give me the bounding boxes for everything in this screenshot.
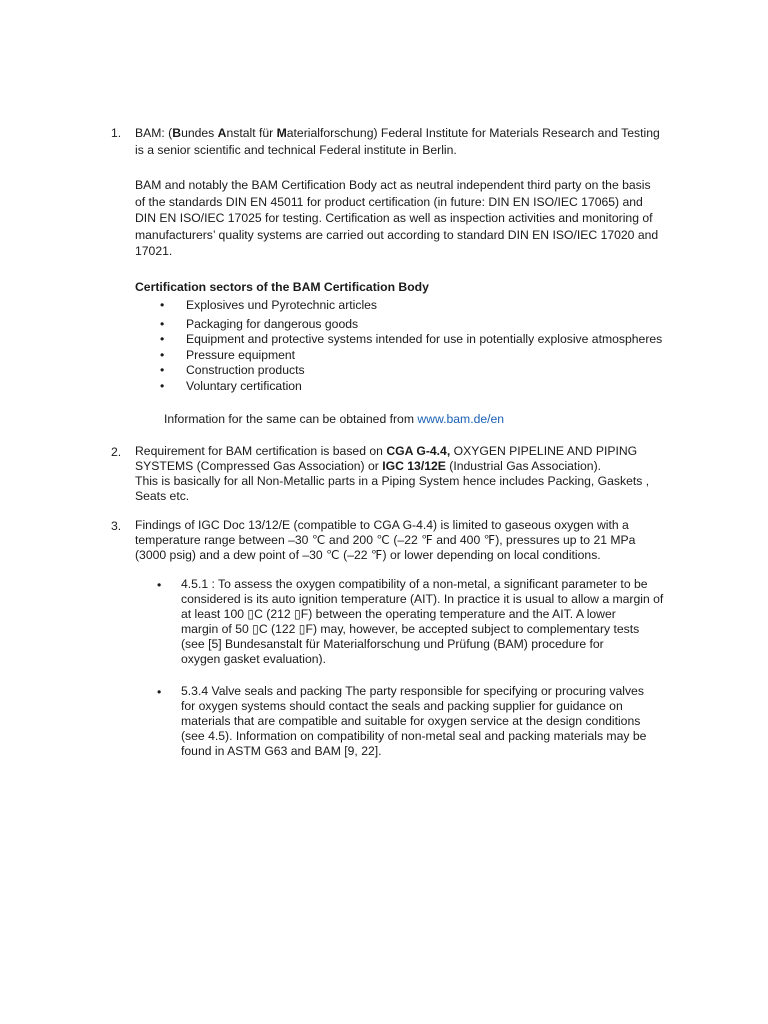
paragraph-line: of the standards DIN EN 45011 for product certification (in future: DIN EN ISO/IEC 17065) and <box>135 194 643 209</box>
item-3-line: (3000 psig) and a dew point of –30 ℃ (–22 ℉) or lower depending on local conditions. <box>135 548 601 562</box>
intro-line-1: BAM: (Bundes Anstalt für Materialforschung) Federal Institute for Materials Research and Testing <box>135 126 660 140</box>
item-2-line-2: SYSTEMS (Compressed Gas Association) or IGC 13/12E (Industrial Gas Association). <box>135 459 602 473</box>
subitem-line: for oxygen systems should contact the seals and packing supplier for guidance on <box>181 699 623 713</box>
item-2-text <box>135 444 680 504</box>
bullet-icon: • <box>157 685 162 699</box>
info-line <box>164 411 504 428</box>
subitem-line: 4.5.1 : To assess the oxygen compatibility of a non-metal, a significant parameter to be <box>181 577 648 591</box>
item-3-line: Findings of IGC Doc 13/12/E (compatible to CGA G-4.4) is limited to gaseous oxygen with a <box>135 518 629 532</box>
bullet-icon: • <box>160 298 165 312</box>
subitem-line: at least 100 ▯C (212 ▯F) between the operating temperature and the AIT. A lower <box>181 607 616 621</box>
subitem-line: 5.3.4 Valve seals and packing The party responsible for specifying or procuring valves <box>181 684 644 698</box>
subitem-line: (see [5] Bundesanstalt für Materialforschung und Prüfung (BAM) procedure for <box>181 637 604 651</box>
item-2-line-3: This is basically for all Non-Metallic parts in a Piping System hence includes Packing, Gaskets , <box>135 474 650 488</box>
item-3-number: 3. <box>111 519 122 533</box>
bullet-icon: • <box>157 578 162 592</box>
subitem-line: materials that are compatible and suitable for oxygen service at the design conditions <box>181 714 641 728</box>
subitem-4-5-1 <box>181 577 681 667</box>
paragraph-line: manufacturers’ quality systems are carried out according to standard DIN EN ISO/IEC 17020 and <box>135 227 659 242</box>
subitem-5-3-4 <box>181 684 681 759</box>
subitem-line: considered is its auto ignition temperature (AIT). In practice it is usual to allow a margin of <box>181 592 664 606</box>
item-2-number: 2. <box>111 445 122 459</box>
item-3-text <box>135 518 680 563</box>
bam-website-link[interactable]: www.bam.de/en <box>417 412 505 426</box>
sector-item: Voluntary certification <box>186 379 302 393</box>
subitem-line: oxygen gasket evaluation). <box>181 652 326 666</box>
subitem-line: (see 4.5). Information on compatibility of non-metal seal and packing materials may be <box>181 729 647 743</box>
item-2-line-1: Requirement for BAM certification is based on CGA G-4.4, OXYGEN PIPELINE AND PIPING <box>135 444 638 458</box>
sector-item: Equipment and protective systems intended for use in potentially explosive atmospheres <box>186 332 663 346</box>
paragraph-line: 17021. <box>135 244 173 258</box>
sector-item: Pressure equipment <box>186 348 296 362</box>
item-1-number: 1. <box>111 126 122 140</box>
subitem-line: margin of 50 ▯C (122 ▯F) may, however, be accepted subject to complementary tests <box>181 622 640 636</box>
sector-item: Construction products <box>186 363 305 377</box>
item-3-line: temperature range between –30 ℃ and 200 ℃ (–22 ℉ and 400 ℉), pressures up to 21 MPa <box>135 533 636 547</box>
bullet-icon: • <box>160 332 165 346</box>
subitem-line: found in ASTM G63 and BAM [9, 22]. <box>181 744 382 758</box>
bullet-icon: • <box>160 379 165 393</box>
item-1-intro <box>135 125 680 158</box>
info-text: Information for the same can be obtained from <box>164 412 418 426</box>
item-2-line-4: Seats etc. <box>135 489 190 503</box>
sector-item: Explosives und Pyrotechnic articles <box>186 298 378 312</box>
bullet-icon: • <box>160 317 165 331</box>
sectors-heading: Certification sectors of the BAM Certification Body <box>135 280 429 294</box>
bullet-icon: • <box>160 363 165 377</box>
bullet-icon: • <box>160 348 165 362</box>
paragraph-line: DIN EN ISO/IEC 17025 for testing. Certification as well as inspection activities and monitoring of <box>135 211 653 225</box>
intro-line-2: is a senior scientific and technical Federal institute in Berlin. <box>135 142 457 157</box>
sector-item: Packaging for dangerous goods <box>186 317 359 331</box>
bam-paragraph <box>135 177 680 260</box>
paragraph-line: BAM and notably the BAM Certification Body act as neutral independent third party on the basis <box>135 178 651 192</box>
